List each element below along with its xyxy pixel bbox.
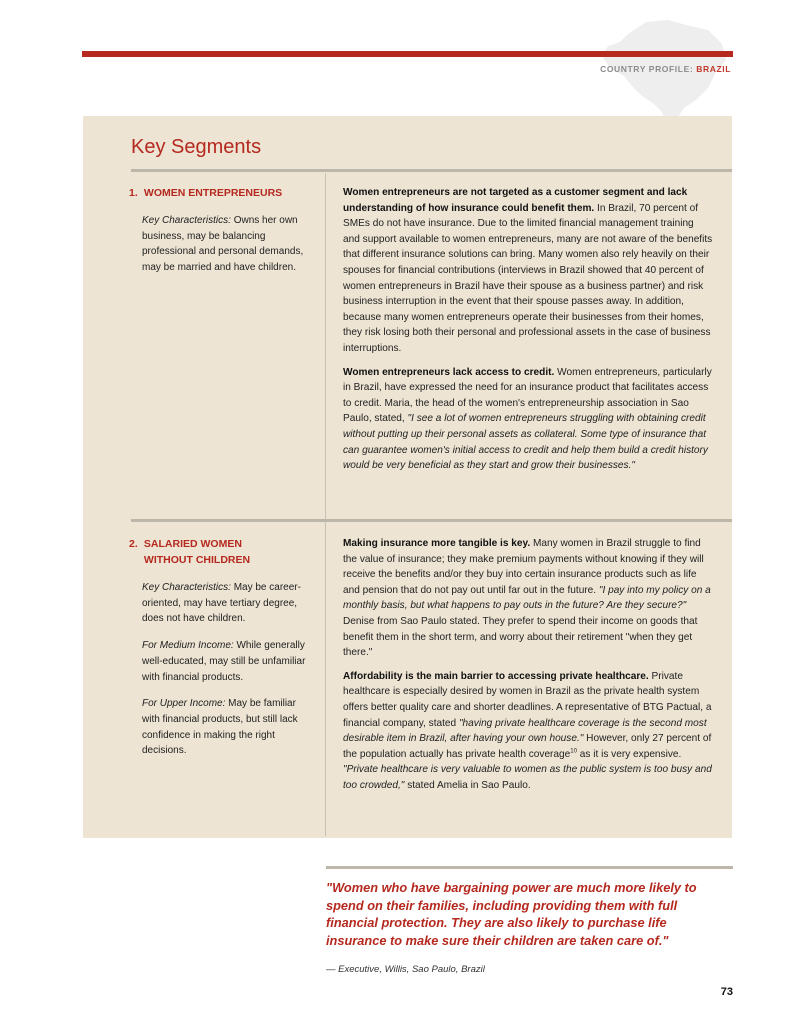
key-segments-panel — [83, 116, 732, 838]
segment-1-name: WOMEN ENTREPRENEURS — [143, 187, 283, 199]
section-title: Key Segments — [131, 136, 262, 158]
paragraph-text: Many women in Brazil struggle to find the value of insurance; they make premium payments without knowing if they will receive the benefits and/or they buy into certain insurance products such as life and pension that do not pay out until far out in the future. — [343, 538, 704, 596]
segment-1-paragraph-2 — [343, 365, 713, 474]
pull-quote-rule — [326, 866, 733, 869]
header-label-country: BRAZIL — [696, 64, 731, 74]
segment-2-name-line-1: SALARIED WOMEN — [143, 538, 242, 550]
segment-2-heading — [129, 536, 250, 568]
segment-2-upper-text: May be familiar with financial products, but still lack confidence in making the right decisions. — [142, 698, 298, 757]
segment-2-number: 2. — [129, 538, 138, 550]
paragraph-text: Private healthcare is especially desired by women in Brazil as the private health system offers better quality care and shorter deadlines. A representative of BTG Pactual, a financial company, stated — [343, 670, 712, 729]
segment-1-body — [343, 185, 713, 482]
paragraph-text: as it is very expensive. — [576, 748, 682, 760]
segment-1-char-text: Owns her own business, may be balancing professional and personal demands, may be married and have children. — [142, 215, 304, 274]
paragraph-quote: "having private healthcare coverage is the second most desirable item in Brazil, after having your own house." — [343, 717, 707, 745]
header-label-prefix: COUNTRY PROFILE: — [600, 64, 697, 74]
paragraph-text: In Brazil, 70 percent of SMEs do not have insurance. Due to the limited financial management training and support available to women entrepreneurs, many are not aware of the benefits that different insurance solutions can bring. Many women also rely heavily on their spouses for financial contributions (interviews in Brazil showed that 40 percent of women entrepreneurs in Brazil have their spouse as a business partner) and risk business interruption in the event that their spouse passes away. In addition, because many women entrepreneurs operate their businesses from their homes, they risk losing both their personal and professional assets in the case of business interruptions. — [343, 202, 713, 354]
pull-quote: "Women who have bargaining power are much more likely to spend on their families, including providing them with full financial protection. They are also likely to purchase life insurance to make sure their children are taken care of." — [326, 880, 697, 948]
panel-top-rule — [131, 169, 732, 172]
paragraph-text: However, only 27 percent of the population actually has private health coverage — [343, 733, 712, 760]
country-profile-label — [600, 64, 731, 74]
footnote-marker: 10 — [570, 748, 577, 755]
segment-1-char-label: Key Characteristics: — [142, 215, 231, 226]
paragraph-text: Women entrepreneurs, particularly in Brazil, have expressed the need for an insurance product that facilitates access to credit. Maria, the head of the women's entrepreneurship association in Sao Paulo, stated, — [343, 366, 712, 425]
paragraph-quote: "Private healthcare is very valuable to women as the public system is too busy and too crowded," — [343, 764, 712, 791]
segment-2-medium-text: While generally well-educated, may still be unfamiliar with financial products. — [142, 640, 306, 683]
segment-1-characteristics — [142, 213, 310, 287]
paragraph-lead: Women entrepreneurs lack access to credit. — [343, 366, 555, 378]
paragraph-lead: Affordability is the main barrier to accessing private healthcare. — [343, 670, 649, 682]
page-number: 73 — [720, 986, 733, 998]
paragraph-tail: stated Amelia in Sao Paulo. — [404, 779, 531, 791]
segment-1-heading — [129, 185, 282, 201]
header-rule — [82, 51, 733, 57]
paragraph-lead: Women entrepreneurs are not targeted as a customer segment and lack understanding of how insurance could benefit them. — [343, 187, 688, 214]
paragraph-quote: "I pay into my policy on a monthly basis, but what happens to pay outs in the future? Are they secure?" — [343, 584, 711, 612]
segment-2-char-text: May be career-oriented, may have tertiary degree, does not have children. — [142, 582, 301, 625]
segment-divider-rule — [131, 519, 732, 522]
pull-quote-attribution: — Executive, Willis, Sao Paulo, Brazil — [326, 964, 485, 975]
segment-2-body — [343, 536, 713, 802]
segment-1-number: 1. — [129, 187, 138, 199]
paragraph-tail: Denise from Sao Paulo stated. They prefer to spend their income on goods that benefit them in the short term, and worry about their retirement "when they get there." — [343, 615, 698, 659]
segment-2-paragraph-1 — [343, 536, 713, 661]
segment-2-characteristics — [142, 580, 310, 770]
column-divider — [325, 173, 326, 836]
segment-1-paragraph-1 — [343, 185, 713, 357]
segment-2-medium-label: For Medium Income: — [142, 640, 234, 652]
paragraph-lead: Making insurance more tangible is key. — [343, 538, 531, 549]
segment-2-paragraph-2 — [343, 669, 713, 794]
paragraph-quote: "I see a lot of women entrepreneurs struggling with obtaining credit without putting up their personal assets as collateral. Some type of insurance that can guarantee women's initial access to credit and help them build a credit history would be very beneficial as they start and grow their businesses." — [343, 413, 708, 472]
segment-2-upper-label: For Upper Income: — [142, 698, 226, 710]
segment-2-char-label: Key Characteristics: — [142, 582, 231, 593]
segment-2-name-line-2: WITHOUT CHILDREN — [143, 554, 251, 566]
